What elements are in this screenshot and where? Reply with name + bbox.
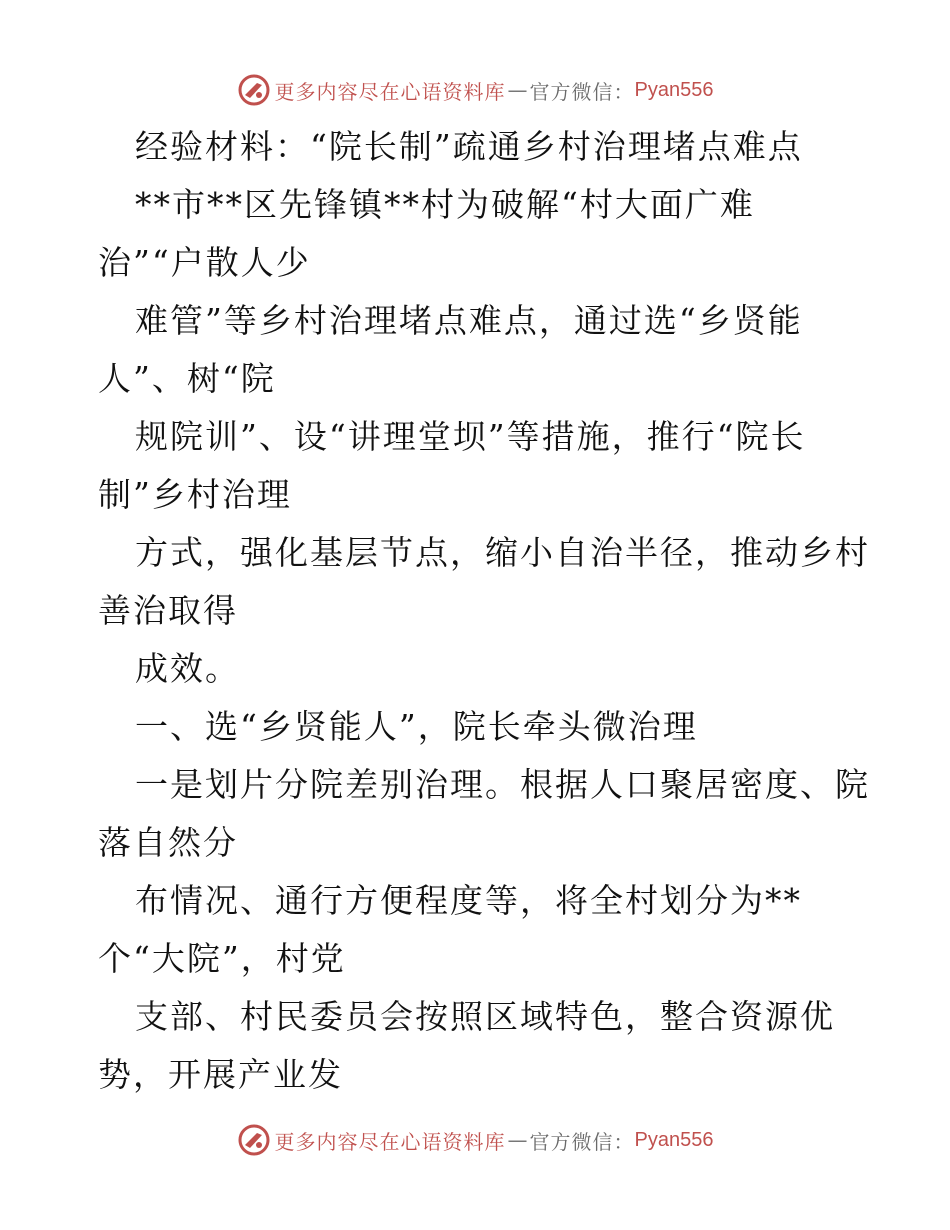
paragraph-line: 难管”等乡村治理堵点难点，通过选“乡贤能 [135,301,803,340]
paragraph-line: 制”乡村治理 [98,475,292,514]
banner-wechat-label: 官方微信： [529,1129,635,1154]
banner-separator: — [507,1128,528,1152]
paragraph-line: 治”“户散人少 [98,243,311,282]
paragraph-line: 落自然分 [98,823,238,862]
paragraph-line: 个“大院”，村党 [98,939,346,978]
paragraph-line: 善治取得 [98,591,238,630]
banner-site-text: 更多内容尽在心语资料库 [274,79,506,104]
footer-banner [0,1120,950,1160]
banner-site-text: 更多内容尽在心语资料库 [274,1129,506,1154]
paragraph-line: 支部、村民委员会按照区域特色，整合资源优 [135,997,835,1036]
banner-wechat-id: Pyan556 [634,1128,714,1151]
paragraph-line: 成效。 [135,649,240,688]
paragraph-line: 势，开展产业发 [98,1055,343,1094]
document-body [98,118,870,1104]
banner-separator: — [507,78,528,102]
paragraph-line: 方式，强化基层节点，缩小自治半径，推动乡村 [135,533,870,572]
paragraph-line: 人”、树“院 [98,359,276,398]
brand-logo-icon [237,73,271,107]
paragraph-line: 一是划片分院差别治理。根据人口聚居密度、院 [135,765,870,804]
brand-logo-icon [237,1123,271,1157]
section-heading: 一、选“乡贤能人”，院长牵头微治理 [135,707,698,746]
paragraph-line: 规院训”、设“讲理堂坝”等措施，推行“院长 [135,417,806,456]
banner-wechat-label: 官方微信： [529,79,635,104]
header-banner [0,70,950,110]
paragraph-line: 布情况、通行方便程度等，将全村划分为** [135,881,802,920]
paragraph-line: **市**区先锋镇**村为破解“村大面广难 [135,185,755,224]
document-title: 经验材料：“院长制”疏通乡村治理堵点难点 [135,127,803,166]
banner-wechat-id: Pyan556 [634,78,714,101]
